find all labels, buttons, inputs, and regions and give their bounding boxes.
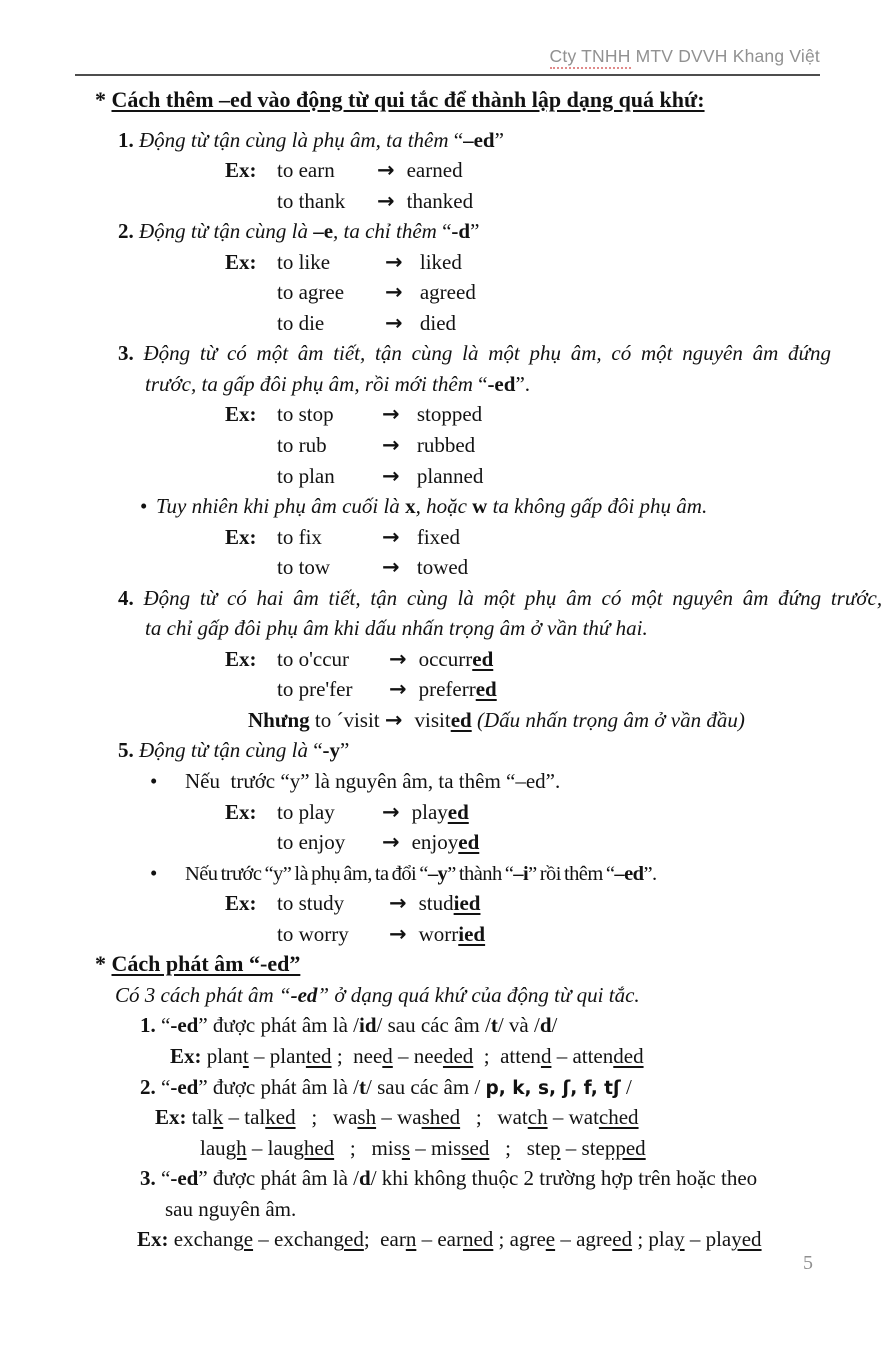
text-segment: d	[539, 1013, 552, 1038]
text-segment: / sau các âm /	[366, 1074, 486, 1099]
text-segment: –e	[313, 219, 334, 244]
ex-worry	[277, 919, 891, 950]
text-segment: k	[212, 1105, 224, 1130]
text-segment: – pla	[684, 1227, 732, 1252]
text-segment: ed	[458, 830, 480, 855]
text-segment: ; ste	[489, 1135, 551, 1160]
text-segment: “	[313, 738, 323, 763]
text-segment: to o'ccur	[277, 646, 350, 671]
text-segment: / khi không thuộc 2 trường hợp trên hoặc theo	[370, 1166, 758, 1191]
text-segment: 4.	[118, 585, 144, 610]
text-segment: agreed	[414, 280, 476, 305]
text-segment: ed	[450, 707, 472, 732]
arrow-icon: →	[382, 402, 400, 427]
ex-earn	[225, 155, 891, 186]
text-segment: t	[359, 1074, 367, 1099]
text-segment: -ed	[290, 982, 318, 1007]
text-segment: to die	[277, 310, 325, 335]
note-y-vowel	[150, 766, 891, 797]
ex-fix	[225, 522, 891, 553]
heading-pronunciation	[95, 949, 891, 980]
text-segment: ” thành “	[447, 862, 514, 885]
text-segment: ” ở dạng quá khứ của động từ qui tắc.	[317, 982, 640, 1007]
text-segment: d	[540, 1043, 552, 1068]
text-segment: ; ear	[363, 1227, 406, 1252]
arrow-icon: →	[389, 677, 407, 702]
rule-1	[118, 125, 891, 156]
text-segment: id	[359, 1013, 377, 1038]
note-x-w	[140, 491, 891, 522]
text-segment: “	[478, 371, 488, 396]
text-segment: lau	[200, 1135, 226, 1160]
text-segment: ged	[333, 1227, 364, 1252]
bullet-icon: •	[150, 860, 158, 885]
text-segment: *	[95, 951, 112, 977]
text-segment: , hoặc	[415, 494, 473, 519]
text-segment: d	[382, 1043, 393, 1068]
text-segment: “	[442, 219, 452, 244]
text-segment: rubbed	[411, 433, 476, 458]
ex-prefer	[277, 674, 891, 705]
text-segment: ed	[447, 799, 469, 824]
rule-3b	[145, 369, 891, 400]
text-segment: Ex:	[225, 646, 257, 671]
arrow-icon: →	[382, 433, 400, 458]
text-segment: sh	[357, 1105, 377, 1130]
text-segment: ” được phát âm là /	[198, 1166, 360, 1191]
text-segment: ded	[442, 1043, 474, 1068]
ex-rub	[277, 430, 891, 461]
text-segment: pped	[604, 1135, 646, 1160]
text-segment: to plan	[277, 463, 335, 488]
text-segment: to earn	[277, 158, 335, 183]
heading-add-ed	[95, 85, 891, 116]
bullet-icon: •	[140, 494, 148, 519]
text-segment: enjoy	[411, 830, 459, 855]
text-segment: Nếu trước “y” là nguyên âm, ta thêm “–ed”.	[185, 769, 561, 794]
text-segment: to pre'fer	[277, 677, 353, 702]
text-segment: ghed	[293, 1135, 335, 1160]
text-segment: -ed	[170, 1166, 199, 1191]
text-segment: 3.	[140, 1166, 161, 1191]
text-segment: – ste	[560, 1135, 605, 1160]
intro-pronunciation	[115, 980, 891, 1011]
ex-thank	[277, 186, 891, 217]
text-segment: gh	[225, 1135, 247, 1160]
header	[0, 0, 891, 67]
text-segment: ted	[305, 1043, 332, 1068]
text-segment: plan	[206, 1043, 243, 1068]
text-segment: to play	[277, 799, 335, 824]
text-segment: -ed	[170, 1074, 199, 1099]
ex-visit	[248, 705, 891, 736]
text-segment: ; wa	[295, 1105, 358, 1130]
pron-rule-2	[140, 1072, 891, 1103]
text-segment: ned	[462, 1227, 494, 1252]
text-segment: y	[674, 1227, 685, 1252]
text-segment: Động từ có hai âm tiết, tận cùng là một phụ âm có một nguyên âm đứng trước,	[143, 585, 883, 610]
text-segment: ied	[453, 891, 481, 916]
text-segment: –y	[427, 862, 448, 885]
text-segment: occurr	[418, 646, 473, 671]
text-segment: -ed	[487, 371, 516, 396]
text-segment: play	[411, 799, 448, 824]
text-segment: liked	[414, 249, 462, 274]
pron-rule-3b	[165, 1194, 891, 1225]
text-segment: ”	[470, 219, 480, 244]
text-segment: 5.	[118, 738, 139, 763]
rule-5	[118, 735, 891, 766]
text-segment: to stop	[277, 402, 334, 427]
text-segment: p	[550, 1135, 561, 1160]
text-segment: Nhưng	[248, 707, 315, 732]
text-segment: “	[161, 1013, 171, 1038]
text-segment: w	[472, 494, 488, 519]
text-segment: thanked	[406, 188, 474, 213]
text-segment: died	[414, 310, 457, 335]
arrow-icon: →	[389, 646, 407, 671]
text-segment: , ta chỉ thêm	[333, 219, 443, 244]
text-segment: – mis	[410, 1135, 462, 1160]
text-segment: Động từ tận cùng là	[139, 738, 314, 763]
text-segment: “	[161, 1166, 171, 1191]
text-segment: ; pla	[632, 1227, 675, 1252]
text-segment: ; nee	[331, 1043, 383, 1068]
text-segment: d	[359, 1166, 371, 1191]
arrow-icon: →	[389, 891, 407, 916]
text-segment: / sau các âm /	[376, 1013, 491, 1038]
text-segment: to study	[277, 891, 345, 916]
ex-tow	[277, 552, 891, 583]
pron-rule-3a	[140, 1163, 891, 1194]
text-segment: tal	[191, 1105, 213, 1130]
ex-like	[225, 247, 891, 278]
text-segment: –ed	[614, 862, 644, 885]
arrow-icon: →	[382, 555, 400, 580]
text-segment: ch	[527, 1105, 548, 1130]
text-segment: ta chỉ gấp đôi phụ âm khi dấu nhấn trọng âm ở vần thứ hai.	[145, 616, 648, 641]
text-segment: Ex:	[225, 891, 257, 916]
text-segment: Ex:	[137, 1227, 174, 1252]
text-segment: n	[405, 1227, 417, 1252]
text-segment: 1.	[118, 127, 139, 152]
text-segment: ” được phát âm là /	[198, 1013, 360, 1038]
text-segment: to thank	[277, 188, 346, 213]
pron-ex-2b	[200, 1133, 891, 1164]
text-segment: Ex:	[225, 158, 257, 183]
text-segment: *	[95, 87, 112, 112]
text-segment: worr	[418, 921, 459, 946]
text-segment: ; mis	[334, 1135, 402, 1160]
header-rule	[75, 74, 820, 76]
page-number: 5	[803, 1252, 813, 1274]
text-segment: towed	[411, 555, 469, 580]
text-segment: to worry	[277, 921, 349, 946]
text-segment: e	[545, 1227, 556, 1252]
text-segment: to agree	[277, 280, 345, 305]
text-segment: –i	[513, 862, 529, 885]
text-segment: Có 3 cách phát âm “	[115, 982, 291, 1007]
arrow-icon: →	[389, 921, 407, 946]
text-segment: “	[161, 1074, 171, 1099]
text-segment: ”.	[643, 862, 657, 885]
text-segment: stopped	[411, 402, 483, 427]
text-segment: ed	[612, 1227, 633, 1252]
ex-study	[225, 888, 891, 919]
text-segment: Ex:	[155, 1105, 192, 1130]
ex-stop	[225, 399, 891, 430]
text-segment: – agre	[555, 1227, 613, 1252]
text-segment: p, k, s, ʃ, f, tʃ	[485, 1077, 621, 1099]
text-segment: Động từ có một âm tiết, tận cùng là một phụ âm, có một nguyên âm đứng	[143, 341, 832, 366]
text-segment: (Dấu nhấn trọng âm ở vần đầu)	[476, 707, 745, 732]
text-segment: Cách phát âm “-ed”	[111, 951, 301, 977]
rule-2	[118, 216, 891, 247]
text-segment: ked	[265, 1105, 296, 1130]
text-segment: ” rồi thêm “	[528, 862, 615, 885]
text-segment: to rub	[277, 433, 327, 458]
arrow-icon: →	[384, 707, 403, 732]
text-segment: earned	[406, 158, 463, 183]
text-segment: ”	[340, 738, 350, 763]
text-segment: Ex:	[225, 799, 257, 824]
ex-plan	[277, 461, 891, 492]
text-segment: – wat	[547, 1105, 599, 1130]
text-segment: Động từ tận cùng là phụ âm, ta thêm	[139, 127, 454, 152]
text-segment: t	[242, 1043, 249, 1068]
text-segment: ed	[475, 677, 497, 702]
arrow-icon: →	[385, 280, 403, 305]
text-segment: preferr	[418, 677, 476, 702]
text-segment: – wa	[376, 1105, 422, 1130]
text-segment: x	[405, 494, 416, 519]
text-segment: to tow	[277, 555, 331, 580]
text-segment: Động từ tận cùng là	[139, 219, 314, 244]
ex-play	[225, 797, 891, 828]
text-segment: 1.	[140, 1013, 161, 1038]
arrow-icon: →	[377, 158, 395, 183]
text-segment: – plan	[248, 1043, 306, 1068]
text-segment: / và /	[497, 1013, 540, 1038]
text-segment: planned	[411, 463, 484, 488]
text-segment: 3.	[118, 341, 144, 366]
text-segment: ed	[472, 646, 494, 671]
text-segment: ied	[458, 921, 486, 946]
text-segment: to enjoy	[277, 830, 346, 855]
arrow-icon: →	[382, 799, 400, 824]
text-segment: Nếu trước “y” là phụ âm, ta đổi “	[185, 862, 428, 885]
arrow-icon: →	[377, 188, 395, 213]
text-segment: Tuy nhiên khi phụ âm cuối là	[156, 494, 406, 519]
text-segment: ; agre	[493, 1227, 546, 1252]
arrow-icon: →	[382, 463, 400, 488]
pron-ex-1	[170, 1041, 891, 1072]
text-segment: to fix	[277, 524, 322, 549]
text-segment: Ex:	[225, 249, 257, 274]
text-segment: -d	[451, 219, 471, 244]
ex-agree	[277, 277, 891, 308]
text-segment: trước, ta gấp đôi phụ âm, rồi mới thêm	[145, 371, 479, 396]
text-segment: – nee	[392, 1043, 443, 1068]
text-segment: Ex:	[170, 1043, 207, 1068]
text-segment: – ear	[416, 1227, 463, 1252]
text-segment: – atten	[551, 1043, 614, 1068]
text-segment: ched	[598, 1105, 639, 1130]
rule-4b	[145, 613, 891, 644]
rule-4a	[118, 583, 891, 614]
text-segment: Ex:	[225, 402, 257, 427]
text-segment: s	[401, 1135, 411, 1160]
text-segment: /	[620, 1074, 632, 1099]
text-segment: “	[453, 127, 464, 152]
text-segment: to ´visit	[314, 707, 385, 732]
ex-die	[277, 308, 891, 339]
ex-enjoy	[277, 827, 891, 858]
arrow-icon: →	[382, 524, 400, 549]
text-segment: shed	[421, 1105, 461, 1130]
text-segment: Ex:	[225, 524, 257, 549]
text-segment: -y	[322, 738, 341, 763]
arrow-icon: →	[385, 310, 403, 335]
text-segment: – lau	[246, 1135, 294, 1160]
text-segment: exchan	[173, 1227, 234, 1252]
text-segment: ”.	[515, 371, 531, 396]
text-segment: ”	[494, 127, 504, 152]
text-segment: 2.	[140, 1074, 161, 1099]
pron-ex-3	[137, 1224, 891, 1255]
text-segment: – exchan	[253, 1227, 334, 1252]
text-segment: ded	[613, 1043, 644, 1068]
text-segment: stud	[418, 891, 454, 916]
text-segment: sed	[461, 1135, 490, 1160]
text-segment: t	[490, 1013, 498, 1038]
text-segment: visit	[414, 707, 451, 732]
text-segment: Cách thêm –ed vào động từ qui tắc để thành lập dạng quá khứ:	[111, 87, 705, 112]
pron-ex-2a	[155, 1102, 891, 1133]
note-y-consonant	[150, 858, 891, 889]
text-segment: 2.	[118, 219, 139, 244]
company-name: MTV DVVH Khang Việt	[630, 46, 820, 66]
text-segment: yed	[731, 1227, 762, 1252]
text-segment: ” được phát âm là /	[198, 1074, 360, 1099]
text-segment: –ed	[463, 127, 495, 152]
text-segment: /	[551, 1013, 558, 1038]
document-content	[0, 85, 891, 1255]
company-name-underlined: Cty TNHH	[550, 46, 631, 69]
text-segment: sau nguyên âm.	[165, 1196, 297, 1221]
arrow-icon: →	[385, 249, 403, 274]
text-segment: ; wat	[460, 1105, 528, 1130]
pron-rule-1	[140, 1010, 891, 1041]
text-segment: ta không gấp đôi phụ âm.	[487, 494, 708, 519]
ex-occur	[225, 644, 891, 675]
text-segment: – tal	[223, 1105, 266, 1130]
text-segment: ge	[233, 1227, 254, 1252]
text-segment: fixed	[411, 524, 461, 549]
text-segment: to like	[277, 249, 331, 274]
bullet-icon: •	[150, 769, 158, 794]
text-segment: -ed	[170, 1013, 199, 1038]
rule-3a	[118, 338, 891, 369]
arrow-icon: →	[382, 830, 400, 855]
text-segment: ; atten	[473, 1043, 541, 1068]
